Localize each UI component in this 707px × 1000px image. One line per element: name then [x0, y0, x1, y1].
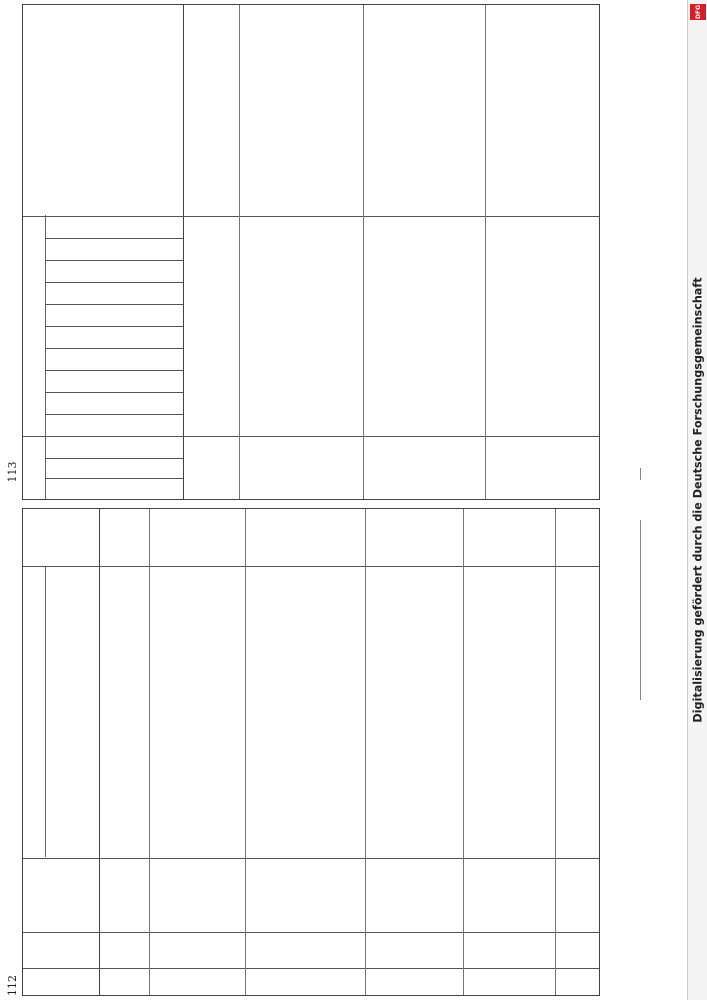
value-cell: [241, 371, 253, 393]
value-cell: [539, 283, 551, 305]
value-cell: [365, 415, 377, 437]
value-cell: [241, 305, 253, 327]
value-cell: [303, 327, 315, 349]
value-cell: [303, 283, 315, 305]
value-cell: [419, 393, 431, 415]
header-remarks: [83, 9, 99, 215]
table-row: [487, 5, 535, 499]
value-cell: [241, 261, 253, 283]
row-separator: [463, 509, 464, 995]
value-cell: [241, 283, 253, 305]
value-cell: [303, 305, 315, 327]
value-cell: [539, 261, 551, 283]
table-row: [365, 5, 415, 499]
table-row: [315, 509, 363, 995]
value-cell: [487, 393, 499, 415]
value-cell: [241, 393, 253, 415]
header-column-divider: [45, 348, 183, 349]
left-page-number: 112: [6, 975, 19, 996]
left-running-head: [6, 965, 19, 997]
dfg-attribution-strip: [687, 0, 707, 1000]
right-table-body: [183, 5, 599, 499]
table-row: [557, 509, 593, 995]
table-row: [303, 5, 361, 499]
value-cell: [487, 437, 499, 459]
value-cell: [303, 239, 315, 261]
value-cell: [419, 327, 431, 349]
value-cells: [241, 219, 253, 499]
value-cell: [303, 437, 315, 459]
value-cell: [365, 393, 377, 415]
value-cell: [241, 437, 253, 459]
table-row: [465, 509, 505, 995]
value-cell: [539, 479, 551, 499]
value-cell: [583, 479, 595, 499]
value-cell: [487, 327, 499, 349]
value-cell: [419, 437, 431, 459]
header-column-divider: [45, 370, 183, 371]
header-column-divider: [45, 478, 183, 479]
table-row: [203, 509, 243, 995]
header-truppenteil: [63, 571, 77, 857]
table-row: [189, 5, 237, 499]
value-cell: [189, 261, 201, 283]
remark-text: [303, 9, 361, 213]
left-table: [22, 508, 600, 996]
value-cell: [583, 283, 595, 305]
value-cells: [189, 219, 201, 499]
value-cell: [365, 479, 377, 499]
remark-text: [189, 9, 237, 213]
header-ersatz-group: [27, 571, 41, 857]
remark-text: [419, 9, 483, 213]
value-cell: [539, 239, 551, 261]
value-cell: [189, 305, 201, 327]
value-cell: [189, 393, 201, 415]
row-separator: [363, 5, 364, 499]
value-cell: [419, 239, 431, 261]
header-subdivider: [45, 215, 46, 499]
header-column-divider: [45, 392, 183, 393]
value-cell: [189, 459, 201, 479]
left-table-header: [23, 509, 100, 995]
header-group-1: [27, 439, 57, 497]
header-nr: [69, 937, 89, 967]
value-cell: [189, 371, 201, 393]
value-cell: [487, 261, 499, 283]
value-cell: [419, 349, 431, 371]
header-subdivider: [45, 567, 46, 857]
remark-text: [539, 9, 579, 213]
table-row: [419, 5, 483, 499]
value-cell: [419, 415, 431, 437]
header-column-divider: [45, 414, 183, 415]
dfg-funding-notice: Digitalisierung gefördert durch die Deutsche Forschungsgemeinschaft: [691, 277, 705, 723]
table-row: [539, 5, 579, 499]
value-cell: [583, 261, 595, 283]
right-table: [22, 4, 600, 500]
value-cell: [241, 479, 253, 499]
value-cell: [583, 437, 595, 459]
row-separator: [149, 509, 150, 995]
value-cell: [583, 459, 595, 479]
row-separator: [239, 5, 240, 499]
table-row: [151, 509, 199, 995]
value-cell: [583, 415, 595, 437]
value-cell: [539, 393, 551, 415]
value-cell: [487, 459, 499, 479]
value-cell: [241, 349, 253, 371]
value-cell: [539, 349, 551, 371]
value-cell: [365, 261, 377, 283]
value-cell: [539, 305, 551, 327]
value-cell: [583, 305, 595, 327]
header-lfd-nr: [27, 971, 95, 993]
value-cell: [419, 371, 431, 393]
row-separator: [365, 509, 366, 995]
header-column-divider: [45, 260, 183, 261]
table-row: [583, 5, 600, 499]
value-cell: [487, 415, 499, 437]
value-cell: [241, 415, 253, 437]
value-cell: [419, 283, 431, 305]
header-column-divider: [45, 458, 183, 459]
value-cell: [583, 371, 595, 393]
value-cell: [419, 261, 431, 283]
value-cell: [365, 239, 377, 261]
value-cell: [189, 437, 201, 459]
value-cell: [303, 371, 315, 393]
remark-text: [365, 9, 415, 213]
value-cell: [583, 393, 595, 415]
header-group-2: [27, 223, 41, 435]
value-cell: [487, 371, 499, 393]
value-cell: [539, 459, 551, 479]
value-cell: [419, 305, 431, 327]
row-separator: [245, 509, 246, 995]
value-cell: [241, 459, 253, 479]
right-table-header: [23, 5, 184, 499]
value-cell: [487, 283, 499, 305]
value-cell: [365, 283, 377, 305]
right-running-head: [6, 462, 19, 500]
header-column-divider: [45, 326, 183, 327]
table-row: [241, 5, 299, 499]
value-cell: [365, 437, 377, 459]
header-column-divider: [45, 238, 183, 239]
table-row: [411, 509, 461, 995]
row-separator: [485, 5, 486, 499]
value-cell: [539, 371, 551, 393]
value-cell: [487, 349, 499, 371]
remark-text: [487, 9, 535, 213]
value-cell: [365, 459, 377, 479]
dfg-logo: DFG: [690, 4, 706, 20]
remark-text: [583, 9, 600, 213]
value-cell: [365, 305, 377, 327]
value-cell: [583, 349, 595, 371]
value-cell: [189, 327, 201, 349]
value-cell: [303, 459, 315, 479]
value-cell: [303, 415, 315, 437]
value-cell: [419, 459, 431, 479]
header-garnison: [53, 863, 73, 931]
value-cell: [241, 327, 253, 349]
value-cell: [539, 437, 551, 459]
value-cell: [365, 327, 377, 349]
value-cell: [189, 283, 201, 305]
value-cell: [487, 305, 499, 327]
value-cell: [241, 239, 253, 261]
value-cell: [583, 327, 595, 349]
left-table-body: [99, 509, 599, 995]
header-starke: [31, 511, 95, 565]
value-cells: [487, 219, 499, 499]
table-row: [367, 509, 407, 995]
value-cell: [487, 239, 499, 261]
value-cell: [539, 415, 551, 437]
value-cell: [303, 261, 315, 283]
value-cell: [303, 479, 315, 499]
value-cell: [365, 349, 377, 371]
bottom-rule: [640, 520, 641, 700]
value-cell: [189, 415, 201, 437]
header-column-divider: [45, 304, 183, 305]
value-cells: [583, 219, 595, 499]
value-cell: [189, 479, 201, 499]
table-row: [247, 509, 311, 995]
value-cell: [419, 479, 431, 499]
value-cell: [365, 371, 377, 393]
table-row: [509, 509, 553, 995]
value-cells: [419, 219, 431, 499]
value-cells: [303, 219, 315, 499]
header-column-divider: [45, 282, 183, 283]
value-cell: [487, 479, 499, 499]
header-jahrgang: [33, 937, 63, 967]
value-cell: [303, 393, 315, 415]
table-row: [105, 509, 147, 995]
bottom-rule: [640, 468, 641, 480]
value-cell: [189, 349, 201, 371]
value-cells: [365, 219, 377, 499]
value-cell: [303, 349, 315, 371]
value-cell: [539, 327, 551, 349]
row-separator: [555, 509, 556, 995]
value-cells: [539, 219, 551, 499]
value-cell: [189, 239, 201, 261]
right-page-number: 113: [6, 461, 19, 483]
value-cell: [583, 239, 595, 261]
remark-text: [241, 9, 299, 213]
